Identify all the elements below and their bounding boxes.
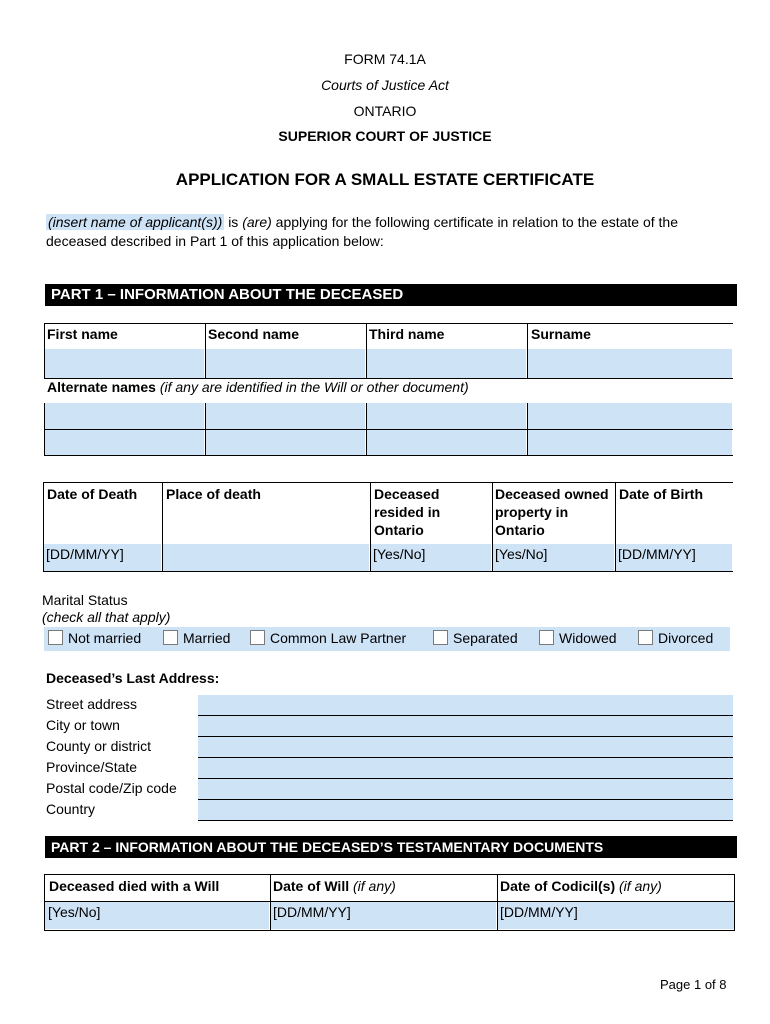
street-address-label: Street address (46, 696, 138, 712)
header-third-name: Third name (369, 326, 445, 342)
header-surname: Surname (531, 326, 591, 342)
form-number: FORM 74.1A (344, 51, 426, 67)
names-table (44, 323, 733, 456)
third-name-input[interactable] (367, 349, 526, 378)
country-label: Country (46, 801, 96, 817)
postal-code-label: Postal code/Zip code (46, 780, 177, 796)
date-of-will-value: [DD/MM/YY] (273, 904, 351, 920)
death-info-table (43, 482, 733, 572)
alt-name-2-first[interactable] (45, 430, 204, 455)
province-input[interactable] (198, 758, 733, 779)
province-label: Province/State (46, 759, 138, 775)
died-with-will-value: [Yes/No] (48, 904, 101, 920)
alt-name-2-second[interactable] (206, 430, 365, 455)
act-name: Courts of Justice Act (321, 77, 449, 93)
date-of-will-label: Date of Will (273, 878, 350, 894)
checkbox-icon[interactable] (539, 630, 554, 645)
alternate-note-text: (if any are identified in the Will or other document) (159, 379, 469, 395)
option-not-married[interactable] (48, 630, 141, 646)
intro-text-line2: deceased described in Part 1 of this application below: (46, 233, 384, 249)
header-died-with-will: Deceased died with a Will (49, 878, 220, 894)
applicant-name-field[interactable]: (insert name of applicant(s)) (48, 214, 223, 230)
alt-name-1-first[interactable] (45, 403, 204, 429)
date-of-death-field[interactable] (44, 544, 161, 571)
header-first-name: First name (47, 326, 118, 342)
will-table (44, 874, 735, 931)
marital-status-note: (check all that apply) (42, 609, 171, 625)
owned-property-field[interactable] (493, 544, 614, 571)
option-widowed[interactable] (539, 630, 617, 646)
first-name-input[interactable] (45, 349, 204, 378)
alt-name-2-surname[interactable] (528, 430, 732, 455)
postal-code-input[interactable] (198, 779, 733, 800)
option-label: Separated (453, 630, 518, 646)
page-number: Page 1 of 8 (660, 977, 727, 992)
header-resided-ontario: Deceased resided in Ontario (374, 486, 441, 538)
checkbox-icon[interactable] (163, 630, 178, 645)
intro-text-line1: applying for the following certificate in relation to the estate of the (275, 214, 679, 230)
option-married[interactable] (163, 630, 230, 646)
date-of-will-field[interactable] (271, 902, 496, 929)
option-divorced[interactable] (638, 630, 713, 646)
resided-ontario-value: [Yes/No] (373, 546, 426, 562)
county-label: County or district (46, 738, 152, 754)
alternate-label-text: Alternate names (47, 379, 156, 395)
owned-property-value: [Yes/No] (495, 546, 548, 562)
alt-name-1-surname[interactable] (528, 403, 732, 429)
alt-name-2-third[interactable] (367, 430, 526, 455)
option-label: Common Law Partner (270, 630, 407, 646)
city-label: City or town (46, 717, 120, 733)
header-owned-property: Deceased owned property in Ontario (495, 486, 609, 538)
address-block (46, 695, 734, 821)
died-with-will-field[interactable] (45, 902, 269, 929)
option-label: Not married (68, 630, 142, 646)
header-second-name: Second name (208, 326, 300, 342)
alt-name-1-third[interactable] (367, 403, 526, 429)
date-of-codicil-note: (if any) (619, 878, 662, 894)
county-input[interactable] (198, 737, 733, 758)
option-separated[interactable] (433, 630, 518, 646)
marital-status-label: Marital Status (42, 592, 128, 608)
header-place-of-death: Place of death (166, 486, 261, 502)
intro-paragraph (46, 213, 736, 251)
date-of-birth-value: [DD/MM/YY] (618, 546, 696, 562)
country-input[interactable] (198, 800, 733, 821)
header-date-of-birth: Date of Birth (619, 486, 703, 502)
part1-heading: PART 1 – INFORMATION ABOUT THE DECEASED (45, 284, 737, 306)
checkbox-icon[interactable] (638, 630, 653, 645)
date-of-codicil-value: [DD/MM/YY] (500, 904, 578, 920)
header-date-of-death: Date of Death (47, 486, 138, 502)
province: ONTARIO (353, 103, 417, 119)
page-title: APPLICATION FOR A SMALL ESTATE CERTIFICATE (175, 170, 595, 189)
surname-input[interactable] (528, 349, 732, 378)
checkbox-icon[interactable] (48, 630, 63, 645)
city-input[interactable] (198, 716, 733, 737)
option-label: Divorced (658, 630, 714, 646)
place-of-death-field[interactable] (163, 544, 369, 571)
option-common-law[interactable] (250, 630, 406, 646)
header-date-of-will (273, 878, 396, 894)
part2-heading: PART 2 – INFORMATION ABOUT THE DECEASED’S TESTAMENTARY DOCUMENTS (45, 836, 737, 858)
street-address-input[interactable] (198, 695, 733, 716)
resided-ontario-field[interactable] (371, 544, 491, 571)
intro-is: is (228, 214, 239, 230)
alternate-names-label (47, 379, 469, 395)
header-date-of-codicil (500, 878, 662, 894)
date-of-codicil-field[interactable] (498, 902, 734, 929)
date-of-codicil-label: Date of Codicil(s) (500, 878, 616, 894)
court-name: SUPERIOR COURT OF JUSTICE (278, 128, 492, 144)
option-label: Widowed (559, 630, 617, 646)
marital-options-row (44, 627, 730, 651)
intro-are: (are) (242, 214, 272, 230)
checkbox-icon[interactable] (433, 630, 448, 645)
date-of-will-note: (if any) (353, 878, 396, 894)
date-of-birth-field[interactable] (616, 544, 732, 571)
option-label: Married (183, 630, 231, 646)
second-name-input[interactable] (206, 349, 365, 378)
date-of-death-value: [DD/MM/YY] (46, 546, 124, 562)
last-address-heading: Deceased’s Last Address: (46, 670, 220, 686)
checkbox-icon[interactable] (250, 630, 265, 645)
alt-name-1-second[interactable] (206, 403, 365, 429)
